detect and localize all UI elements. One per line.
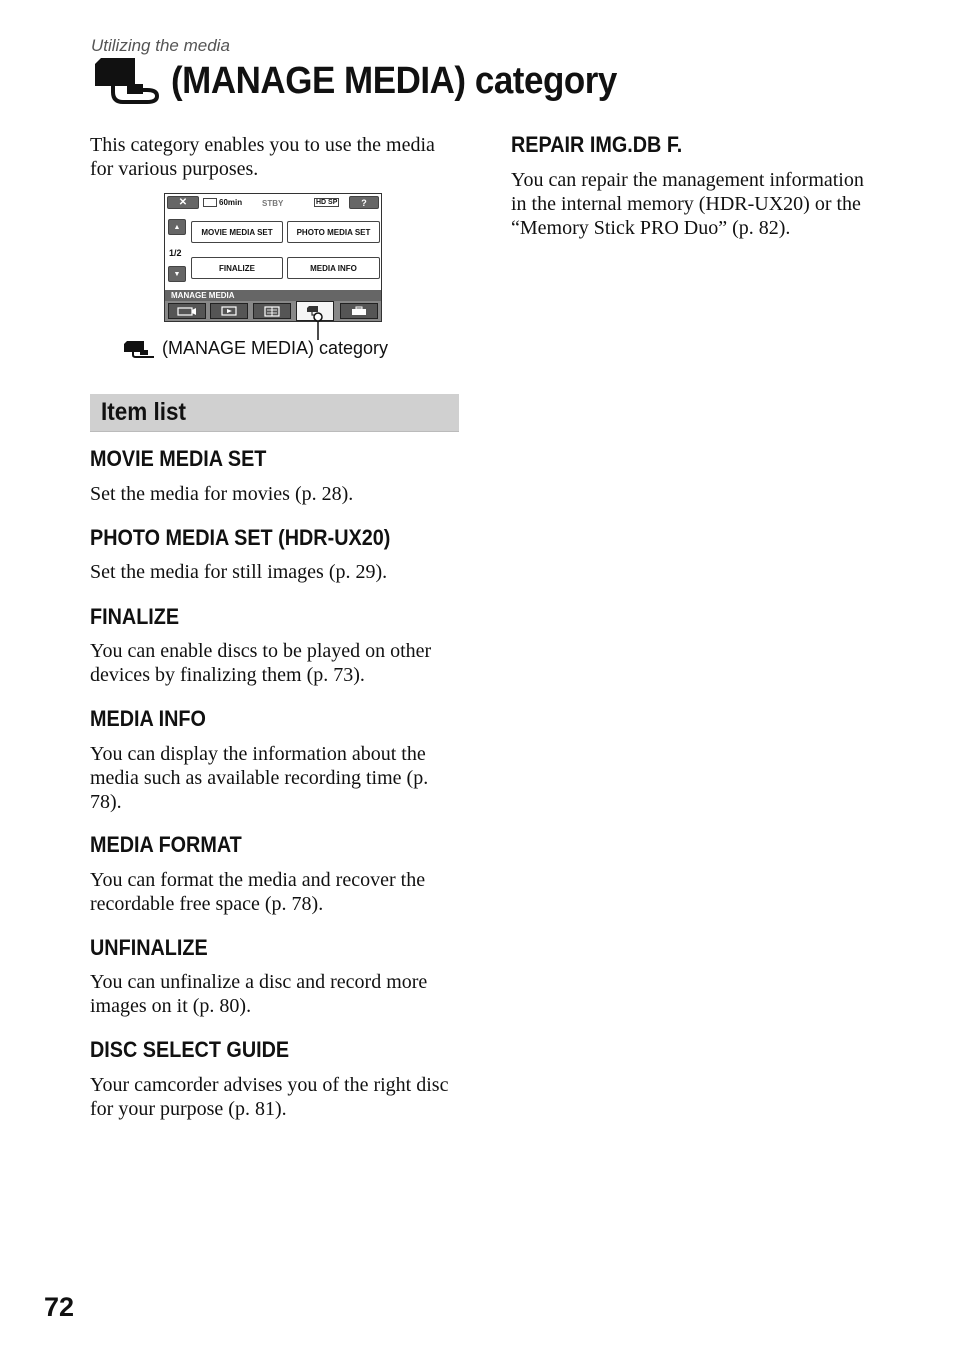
- scroll-up-button[interactable]: [168, 219, 186, 235]
- movie-media-set-button[interactable]: MOVIE MEDIA SET: [191, 221, 283, 243]
- title-text: (MANAGE MEDIA) category: [171, 59, 617, 102]
- page-indicator: 1/2: [169, 248, 182, 258]
- quality-badge: HD SP: [316, 199, 338, 206]
- help-button[interactable]: ?: [349, 196, 379, 209]
- camera-icon: [177, 306, 197, 316]
- item-title: REPAIR IMG.DB F.: [511, 132, 683, 157]
- status-text: STBY: [262, 199, 284, 208]
- section-label: Utilizing the media: [91, 36, 230, 55]
- manage-media-icon: [91, 56, 159, 106]
- item-list-heading: [90, 394, 459, 432]
- manage-media-icon: [122, 339, 158, 359]
- screen-caption: [122, 338, 388, 359]
- callout-pointer: [308, 310, 328, 340]
- page-title: [91, 56, 656, 106]
- item-text: Set the media for movies (p. 28).: [90, 483, 354, 505]
- down-arrow-icon: ▼: [173, 270, 181, 278]
- item-text: You can enable discs to be played on other devices by finalizing them (p. 73).: [90, 640, 432, 686]
- page-number: 72: [44, 1292, 75, 1322]
- item-title: MEDIA FORMAT: [90, 832, 242, 857]
- tab-toolbox[interactable]: [340, 303, 378, 319]
- item-text: Set the media for still images (p. 29).: [90, 561, 388, 583]
- item-text: Your camcorder advises you of the right disc for your purpose (p. 81).: [90, 1074, 449, 1120]
- intro-text: This category enables you to use the media for various purposes.: [90, 134, 435, 180]
- item-text: You can format the media and recover the recordable free space (p. 78).: [90, 869, 426, 915]
- book-icon: [264, 306, 280, 317]
- battery-text: 60min: [219, 198, 243, 207]
- tab-book[interactable]: [253, 303, 291, 319]
- item-title: MOVIE MEDIA SET: [90, 446, 267, 471]
- item-title: MEDIA INFO: [90, 706, 206, 731]
- play-icon: [221, 306, 237, 316]
- item-title: UNFINALIZE: [90, 935, 208, 960]
- item-text: You can display the information about the media such as available recording time (p. 78).: [90, 743, 429, 813]
- item-text: You can repair the management information in the internal memory (HDR-UX20) or the “Memory Stick PRO Duo” (p. 82).: [511, 169, 864, 239]
- scroll-down-button[interactable]: [168, 266, 186, 282]
- item-title: PHOTO MEDIA SET (HDR-UX20): [90, 525, 391, 550]
- media-info-button[interactable]: MEDIA INFO: [287, 257, 380, 279]
- item-title: FINALIZE: [90, 604, 180, 629]
- item-list-title: Item list: [101, 398, 187, 426]
- close-button[interactable]: ✕: [167, 196, 199, 209]
- lcd-screen: [164, 193, 382, 322]
- category-bar: MANAGE MEDIA: [165, 290, 381, 301]
- battery-indicator: [203, 198, 242, 207]
- photo-media-set-button[interactable]: PHOTO MEDIA SET: [287, 221, 380, 243]
- battery-icon: [203, 198, 217, 207]
- tab-camera[interactable]: [168, 303, 206, 319]
- toolbox-icon: [351, 306, 367, 316]
- category-tabs: [165, 301, 381, 321]
- up-arrow-icon: ▲: [173, 223, 181, 231]
- caption-text: (MANAGE MEDIA) category: [162, 338, 389, 358]
- finalize-button[interactable]: FINALIZE: [191, 257, 283, 279]
- item-title: DISC SELECT GUIDE: [90, 1037, 290, 1062]
- tab-playback[interactable]: [210, 303, 248, 319]
- item-text: You can unfinalize a disc and record more images on it (p. 80).: [90, 971, 428, 1017]
